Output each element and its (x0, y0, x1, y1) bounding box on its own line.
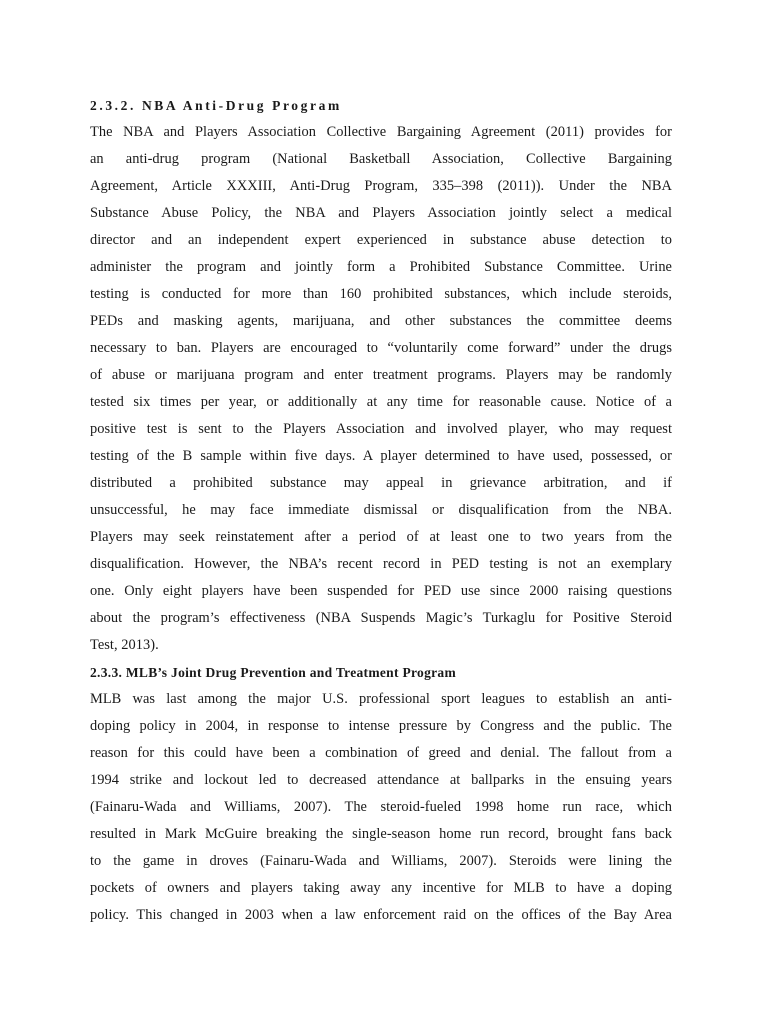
text-line: Substance Abuse Policy, the NBA and Players Association jointly select a medical (90, 205, 672, 221)
text-line: unsuccessful, he may face immediate dismissal or disqualification from the NBA. (90, 502, 672, 518)
document-page (90, 92, 672, 929)
text-line: one. Only eight players have been suspended for PED use since 2000 raising questions (90, 583, 672, 599)
section-heading-mlb: 2.3.3. MLB’s Joint Drug Prevention and Treatment Program (90, 665, 457, 680)
text-line: of abuse or marijuana program and enter treatment programs. Players may be randomly (90, 367, 672, 383)
text-line: tested six times per year, or additionally at any time for reasonable cause. Notice of a (90, 394, 672, 410)
section-body-nba (90, 119, 672, 659)
text-line: Agreement, Article XXXIII, Anti-Drug Program, 335–398 (2011)). Under the NBA (90, 178, 672, 194)
section-heading-nba: 2.3.2. NBA Anti-Drug Program (90, 98, 342, 113)
text-line: necessary to ban. Players are encouraged to “voluntarily come forward” under the drugs (90, 340, 672, 356)
text-line: testing of the B sample within five days. A player determined to have used, possessed, or (90, 448, 672, 464)
text-line: to the game in droves (Fainaru-Wada and Williams, 2007). Steroids were lining the (90, 853, 672, 869)
text-line: pockets of owners and players taking away any incentive for MLB to have a doping (90, 880, 672, 896)
text-line: distributed a prohibited substance may appeal in grievance arbitration, and if (90, 475, 672, 491)
text-line: The NBA and Players Association Collective Bargaining Agreement (2011) provides for (90, 124, 672, 140)
text-line: reason for this could have been a combination of greed and denial. The fallout from a (90, 745, 672, 761)
text-line: doping policy in 2004, in response to intense pressure by Congress and the public. The (90, 718, 672, 734)
text-line: policy. This changed in 2003 when a law enforcement raid on the offices of the Bay Area (90, 907, 672, 923)
text-line: disqualification. However, the NBA’s recent record in PED testing is not an exemplary (90, 556, 672, 572)
text-line: Players may seek reinstatement after a period of at least one to two years from the (90, 529, 672, 545)
section-body-mlb (90, 686, 672, 929)
text-line: resulted in Mark McGuire breaking the single-season home run record, brought fans back (90, 826, 672, 842)
text-line: director and an independent expert experienced in substance abuse detection to (90, 232, 672, 248)
text-line: Test, 2013). (90, 637, 159, 653)
text-line: about the program’s effectiveness (NBA Suspends Magic’s Turkaglu for Positive Steroid (90, 610, 672, 626)
text-line: 1994 strike and lockout led to decreased attendance at ballparks in the ensuing years (90, 772, 672, 788)
text-line: administer the program and jointly form a Prohibited Substance Committee. Urine (90, 259, 672, 275)
text-line: an anti-drug program (National Basketball Association, Collective Bargaining (90, 151, 672, 167)
text-line: (Fainaru-Wada and Williams, 2007). The steroid-fueled 1998 home run race, which (90, 799, 672, 815)
text-line: testing is conducted for more than 160 prohibited substances, which include steroids, (90, 286, 672, 302)
text-line: MLB was last among the major U.S. professional sport leagues to establish an anti- (90, 691, 672, 707)
text-line: PEDs and masking agents, marijuana, and other substances the committee deems (90, 313, 672, 329)
text-line: positive test is sent to the Players Association and involved player, who may request (90, 421, 672, 437)
